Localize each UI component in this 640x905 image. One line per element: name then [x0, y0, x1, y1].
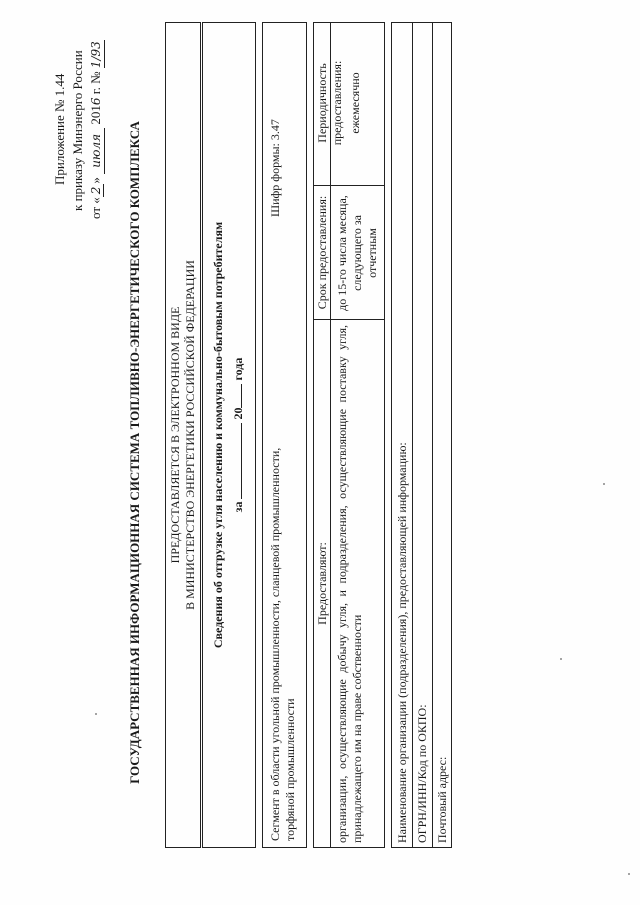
segment-text: Сегмент в области угольной промышленности, сланцевой промышленности, торфяной промышленности — [268, 447, 297, 841]
frequency-header: Периодичность предоставления: — [315, 60, 344, 146]
postal-address-label: Почтовый адрес: — [435, 756, 449, 843]
submission-box — [165, 22, 201, 848]
annex-date-day: 2 — [89, 184, 104, 198]
system-title: ГОСУДАРСТВЕННАЯ ИНФОРМАЦИОННАЯ СИСТЕМА ТОПЛИВНО-ЭНЕРГЕТИЧЕСКОГО КОМПЛЕКСА — [127, 121, 142, 784]
scan-speck — [95, 713, 97, 715]
provided-by-header: Предоставляют: — [315, 542, 329, 625]
annex-number: 1/93 — [89, 41, 103, 69]
deadline-text: до 15-го числа месяца, следующего за отчетным — [335, 195, 379, 311]
submission-line1: ПРЕДОСТАВЛЯЕТСЯ В ЭЛЕКТРОННОМ ВИДЕ — [168, 306, 182, 564]
form-title: Сведения об отгрузке угля населению и коммунально-бытовым потребителям — [211, 221, 225, 649]
scan-speck — [628, 873, 630, 875]
annex-date-year: 6 — [89, 97, 103, 106]
provided-by-text: организации, осуществляющие добычу угля, и подразделения, осуществляющие поставку угля, принадлежащего им на праве собственности — [335, 325, 364, 843]
organization-codes-label: ОГРН/ИНН/Код по ОКПО: — [415, 704, 429, 843]
scan-speck — [560, 658, 562, 660]
form-period: за 20 года — [231, 357, 245, 513]
form-code: Шифр формы: 3.47 — [268, 119, 282, 217]
frequency-text: ежемесячно — [348, 72, 362, 134]
organization-table — [391, 22, 452, 848]
organization-name-label: Наименование организации (подразделения), предоставляющей информацию: — [395, 442, 409, 843]
segment-box — [262, 22, 307, 848]
annex-order: к приказу Минэнерго России — [70, 50, 85, 211]
details-table — [313, 22, 385, 848]
annex-title: Приложение № 1.44 — [52, 73, 67, 185]
deadline-header: Срок предоставления: — [315, 195, 329, 310]
annex-date-month: июля — [88, 128, 105, 174]
form-title-box — [202, 22, 256, 848]
annex-date: от «2» июля 2016 г. № 1/93 — [88, 41, 103, 219]
submission-line2: В МИНИСТЕРСТВО ЭНЕРГЕТИКИ РОССИЙСКОЙ ФЕДЕРАЦИИ — [183, 260, 197, 610]
scan-speck — [603, 483, 605, 485]
